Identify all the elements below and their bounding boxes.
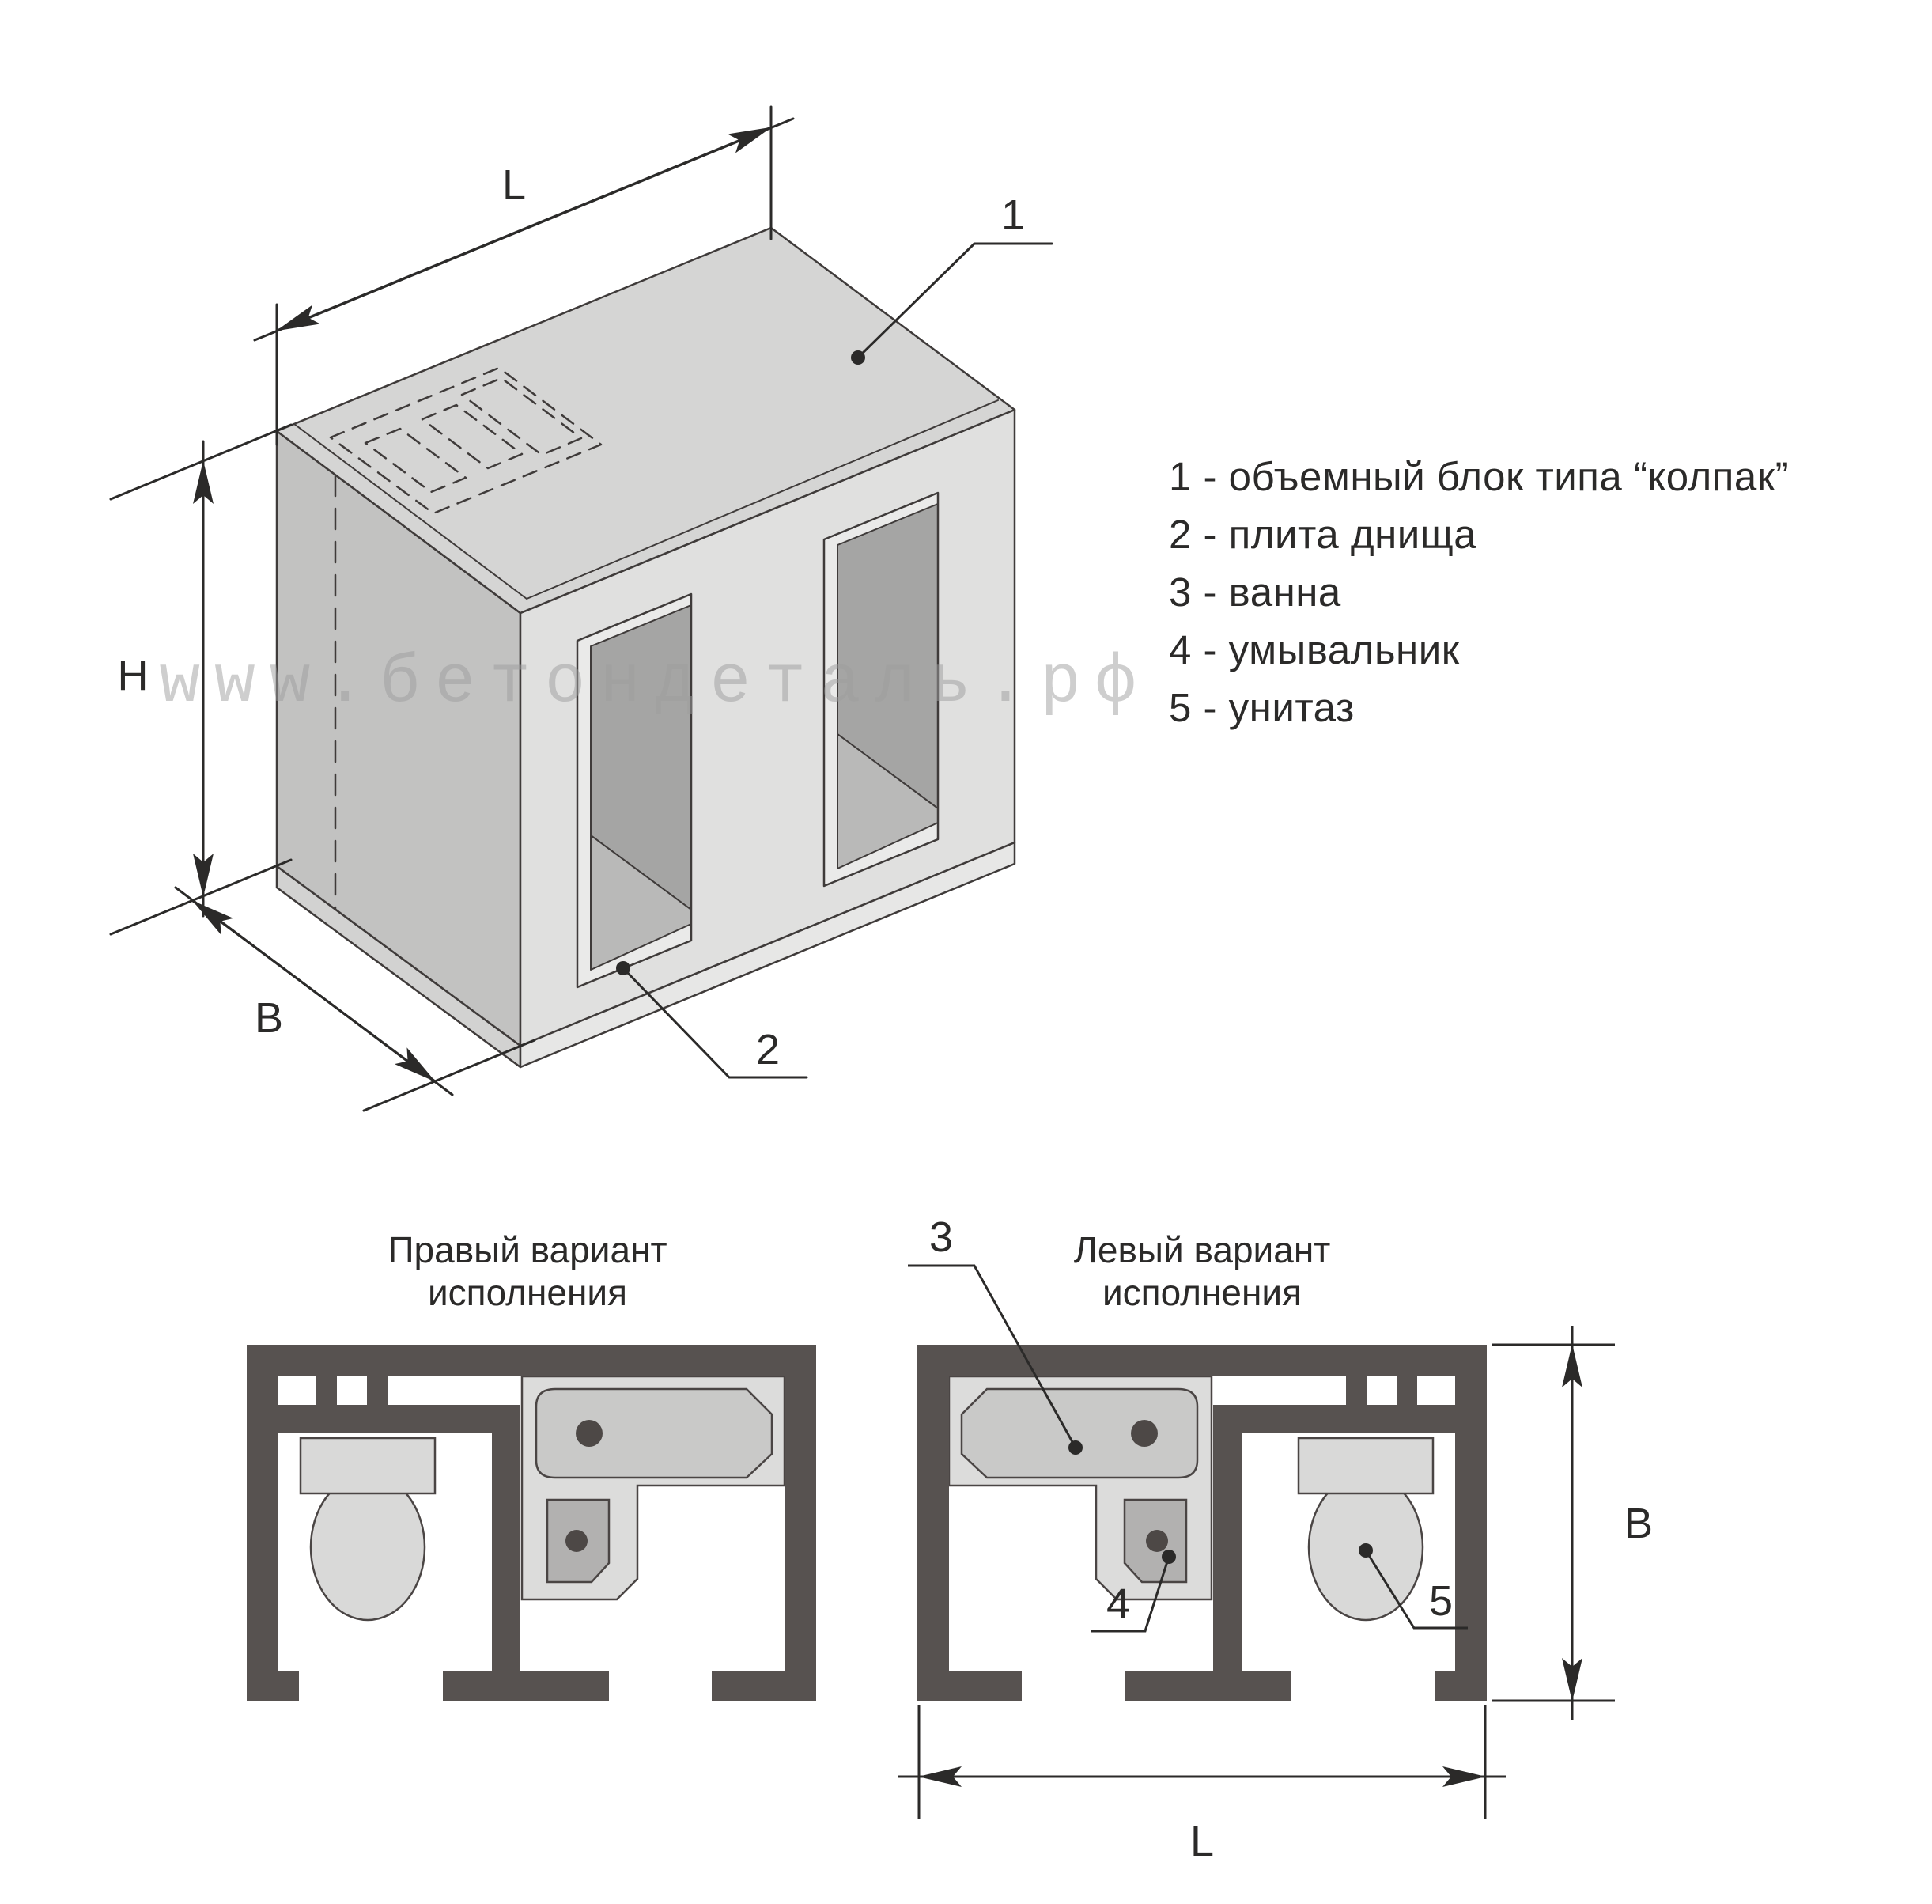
- legend-item-slab: 2 - плита днища: [1169, 512, 1477, 557]
- bathtub: [536, 1389, 772, 1478]
- callout-label-slab: 2: [755, 1026, 781, 1073]
- plan-right-title-line2: исполнения: [427, 1272, 628, 1313]
- isometric-view: [111, 107, 1052, 1111]
- plan-right-title-line1: Правый вариант: [388, 1229, 667, 1270]
- dimension-L-plan: [898, 1705, 1506, 1819]
- watermark: www.бетондеталь.рф: [159, 644, 1151, 721]
- extension-line: [111, 860, 291, 934]
- dim-label-H-iso: H: [117, 652, 149, 699]
- plan-left-title-line1: Левый вариант: [1073, 1229, 1331, 1270]
- bathtub-drain-dot: [576, 1420, 603, 1447]
- toilet-tank: [301, 1438, 435, 1493]
- plan-left-title-line2: исполнения: [1102, 1272, 1302, 1313]
- callout-label-toilet: 5: [1428, 1577, 1454, 1625]
- dim-label-L-iso: L: [501, 161, 527, 209]
- dim-label-B-iso: B: [254, 994, 284, 1042]
- dimension-B-plan: [1492, 1326, 1615, 1720]
- callout-label-bathtub: 3: [928, 1213, 954, 1261]
- extension-line: [364, 1040, 535, 1111]
- dim-label-L-plan: L: [1189, 1818, 1215, 1865]
- toilet-tank: [1299, 1438, 1433, 1493]
- legend-item-washbasin: 4 - умывальник: [1169, 627, 1460, 672]
- legend-item-block: 1 - объемный блок типа “колпак”: [1169, 454, 1790, 499]
- legend-item-bathtub: 3 - ванна: [1169, 570, 1341, 615]
- bathtub: [962, 1389, 1197, 1478]
- callout-label-block: 1: [1000, 191, 1026, 239]
- callout-label-washbasin: 4: [1106, 1580, 1131, 1628]
- extension-line: [111, 425, 291, 499]
- washbasin-drain-dot: [1146, 1530, 1168, 1552]
- dim-label-B-plan: B: [1624, 1500, 1654, 1547]
- plan-right-variant: [247, 1229, 816, 1701]
- toilet-bowl: [311, 1474, 425, 1620]
- washbasin-drain-dot: [565, 1530, 588, 1552]
- plan-left-variant: [898, 1213, 1653, 1865]
- bathtub-drain-dot: [1131, 1420, 1158, 1447]
- legend-item-toilet: 5 - унитаз: [1169, 685, 1355, 730]
- legend: [1169, 454, 1789, 730]
